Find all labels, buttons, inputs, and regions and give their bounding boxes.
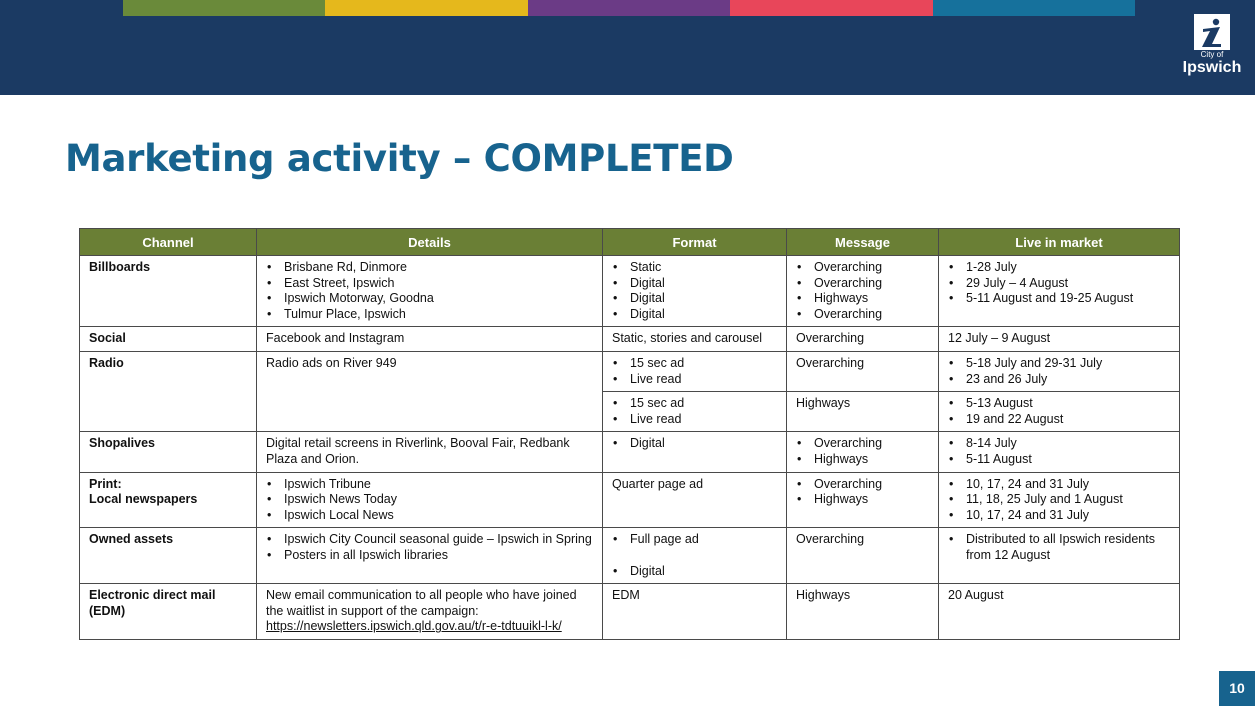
message-cell: Overarching xyxy=(787,528,939,584)
stripe-purple xyxy=(528,0,730,16)
list-item: • Overarching xyxy=(796,477,930,493)
details-cell: Radio ads on River 949 xyxy=(257,351,603,431)
list-item: • Highways xyxy=(796,291,930,307)
table-row xyxy=(80,528,1180,584)
edm-details-text: New email communication to all people who have joined the waitlist in support of the campaign: xyxy=(266,588,577,618)
list-item: • Brisbane Rd, Dinmore xyxy=(266,260,594,276)
header-details: Details xyxy=(257,229,603,256)
list-item: • East Street, Ipswich xyxy=(266,276,594,292)
page-title: Marketing activity – COMPLETED xyxy=(65,137,734,180)
header-bar xyxy=(0,0,1255,95)
message-cell: Overarching xyxy=(787,327,939,352)
format-cell xyxy=(603,392,787,432)
list-item: • 8-14 July xyxy=(948,436,1171,452)
live-cell xyxy=(939,256,1180,327)
details-cell xyxy=(257,584,603,640)
channel-print-line1: Print: xyxy=(89,476,122,491)
live-cell: 12 July – 9 August xyxy=(939,327,1180,352)
table-row xyxy=(80,327,1180,352)
list-item: • Digital xyxy=(612,291,778,307)
message-cell: Highways xyxy=(787,584,939,640)
edm-newsletter-link[interactable]: https://newsletters.ipswich.qld.gov.au/t/r-e-tdtuuikl-l-k/ xyxy=(266,619,562,634)
stripe-yellow xyxy=(325,0,528,16)
marketing-table xyxy=(79,228,1180,640)
details-cell xyxy=(257,256,603,327)
channel-billboards: Billboards xyxy=(80,256,257,327)
list-item: • 5-13 August xyxy=(948,396,1171,412)
list-item: • 1-28 July xyxy=(948,260,1171,276)
list-item: • 15 sec ad xyxy=(612,396,778,412)
list-item: • Ipswich Tribune xyxy=(266,477,594,493)
live-cell xyxy=(939,528,1180,584)
format-cell xyxy=(603,256,787,327)
list-item: • Highways xyxy=(796,492,930,508)
list-item: • Overarching xyxy=(796,276,930,292)
live-cell xyxy=(939,432,1180,472)
channel-owned-assets: Owned assets xyxy=(80,528,257,584)
list-item: • Overarching xyxy=(796,260,930,276)
list-item: • 10, 17, 24 and 31 July xyxy=(948,477,1171,493)
format-cell xyxy=(603,432,787,472)
stripe-green xyxy=(123,0,325,16)
header-live-in-market: Live in market xyxy=(939,229,1180,256)
list-item: • Ipswich Local News xyxy=(266,508,594,524)
table-row xyxy=(80,584,1180,640)
list-item: • Posters in all Ipswich libraries xyxy=(266,548,594,564)
format-cell xyxy=(603,351,787,391)
list-item: • 5-11 August and 19-25 August xyxy=(948,291,1171,307)
message-cell: Highways xyxy=(787,392,939,432)
format-cell: Static, stories and carousel xyxy=(603,327,787,352)
list-item: • Highways xyxy=(796,452,930,468)
channel-shopalives: Shopalives xyxy=(80,432,257,472)
list-item: • Tulmur Place, Ipswich xyxy=(266,307,594,323)
table-header-row xyxy=(80,229,1180,256)
message-cell: Overarching xyxy=(787,351,939,391)
channel-edm: Electronic direct mail (EDM) xyxy=(80,584,257,640)
table-row xyxy=(80,351,1180,391)
list-item: • 5-11 August xyxy=(948,452,1171,468)
list-item: • Digital xyxy=(612,436,778,452)
list-item: • Live read xyxy=(612,372,778,388)
logo-ipswich-text: Ipswich xyxy=(1182,59,1242,76)
list-item: • Overarching xyxy=(796,307,930,323)
header-channel: Channel xyxy=(80,229,257,256)
list-item: • Live read xyxy=(612,412,778,428)
list-item: • 29 July – 4 August xyxy=(948,276,1171,292)
format-cell: Quarter page ad xyxy=(603,472,787,528)
details-cell xyxy=(257,472,603,528)
format-cell: EDM xyxy=(603,584,787,640)
list-item: • Ipswich Motorway, Goodna xyxy=(266,291,594,307)
list-item: • Static xyxy=(612,260,778,276)
message-cell xyxy=(787,256,939,327)
list-item: • Distributed to all Ipswich residents from 12 August xyxy=(948,532,1171,563)
details-cell: Facebook and Instagram xyxy=(257,327,603,352)
live-cell: 20 August xyxy=(939,584,1180,640)
stripe-blue xyxy=(933,0,1135,16)
header-message: Message xyxy=(787,229,939,256)
header-format: Format xyxy=(603,229,787,256)
list-item: • 10, 17, 24 and 31 July xyxy=(948,508,1171,524)
city-logo xyxy=(1178,14,1246,80)
list-item: • Ipswich News Today xyxy=(266,492,594,508)
live-cell xyxy=(939,392,1180,432)
list-item: • Full page ad xyxy=(612,532,778,548)
message-cell xyxy=(787,472,939,528)
page-number: 10 xyxy=(1219,671,1255,706)
table-row xyxy=(80,472,1180,528)
channel-social: Social xyxy=(80,327,257,352)
list-item: • 23 and 26 July xyxy=(948,372,1171,388)
details-cell: Digital retail screens in Riverlink, Booval Fair, Redbank Plaza and Orion. xyxy=(257,432,603,472)
list-item: • 15 sec ad xyxy=(612,356,778,372)
list-item: • 19 and 22 August xyxy=(948,412,1171,428)
channel-print-line2: Local newspapers xyxy=(89,492,198,507)
list-item: • 11, 18, 25 July and 1 August xyxy=(948,492,1171,508)
channel-radio: Radio xyxy=(80,351,257,431)
list-item: • Digital xyxy=(612,307,778,323)
list-item: • Ipswich City Council seasonal guide – Ipswich in Spring xyxy=(266,532,594,548)
message-cell xyxy=(787,432,939,472)
details-cell xyxy=(257,528,603,584)
list-item: • Digital xyxy=(612,564,778,580)
ipswich-logo-icon xyxy=(1194,14,1230,50)
table-row xyxy=(80,256,1180,327)
list-item: • Digital xyxy=(612,276,778,292)
live-cell xyxy=(939,351,1180,391)
format-cell xyxy=(603,528,787,584)
channel-print xyxy=(80,472,257,528)
list-item: • 5-18 July and 29-31 July xyxy=(948,356,1171,372)
list-item: • Overarching xyxy=(796,436,930,452)
live-cell xyxy=(939,472,1180,528)
stripe-red xyxy=(730,0,933,16)
logo-city-of-text: City of xyxy=(1200,50,1224,59)
table-row xyxy=(80,432,1180,472)
